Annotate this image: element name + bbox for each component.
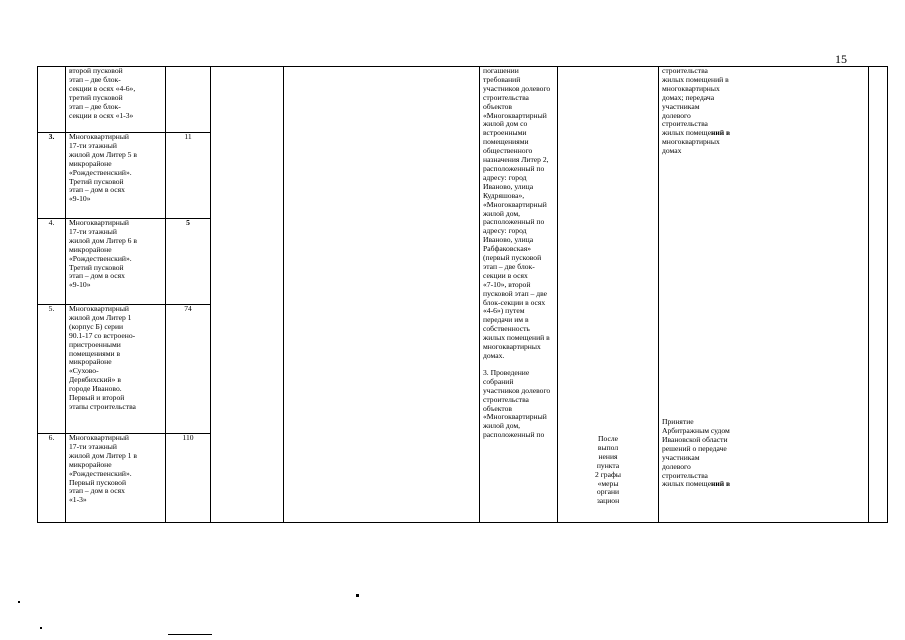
measures-text-part2: 3. Проведение собраний участников долевого строительства объектов «Многоквартирный жилой дом, расположенный по bbox=[483, 367, 551, 440]
count-cell: 5 bbox=[166, 219, 211, 305]
result-cell bbox=[659, 67, 869, 523]
page-number: 15 bbox=[835, 52, 847, 66]
term-text-part2: После выпол нения пункта 2 графы «меры органи зацион bbox=[595, 434, 621, 506]
measures-cell bbox=[480, 67, 558, 523]
object-cell: Многоквартирный жилой дом Литер 1 (корпус Б) серии 90.1-17 со встроено- пристроенными помещениями в микрорайоне «Сухово- Дерябихский» в городе Иваново. Первый и второй этапы строительства bbox=[66, 305, 166, 434]
scan-speck bbox=[356, 594, 359, 597]
count-cell: 110 bbox=[166, 434, 211, 523]
document-table bbox=[37, 66, 888, 523]
result-text-part1a: строительства жилых помещений в многоквартирных домах; передача участникам долевого строительства жилых помеще bbox=[662, 66, 729, 138]
object-cell: второй пусковой этап – две блок- секции в осях «4-6», третий пусковой этап – две блок- секции в осях «1-3» bbox=[66, 67, 166, 133]
empty-cell bbox=[869, 67, 888, 523]
row-number-cell: 3. bbox=[38, 133, 66, 219]
count-cell: 74 bbox=[166, 305, 211, 434]
result-text-part1b: ний в bbox=[711, 128, 731, 138]
row-number-cell: 5. bbox=[38, 305, 66, 434]
term-spacer bbox=[561, 67, 655, 435]
object-cell: Многоквартирный 17-ти этажный жилой дом Литер 5 в микрорайоне «Рождественский». Третий пусковой этап – дом в осях «9-10» bbox=[66, 133, 166, 219]
result-text-part2b: ний в bbox=[711, 479, 731, 489]
result-spacer bbox=[662, 156, 865, 418]
scan-speck bbox=[40, 627, 42, 629]
result-text-part1c: многоквартирных домах bbox=[662, 137, 720, 156]
measures-text-part1: погашении требований участников долевого строительства объектов «Многоквартирный жилой дом со встроенными помещениями общественного назначения Литер 2, расположенный по адресу: город Иваново, улица Кудряшова», «Многоквартирный жилой дом, расположенный по адресу: город Иваново, улица Рабфаковская» (первый пусковой этап – две блок- секции в осях «7-10», второй пусковой этап – две блок-секции в осях «4-6») путем передачи им в собственность жилых помещений в многоквартирных домах. bbox=[483, 66, 551, 360]
row-number-cell bbox=[38, 67, 66, 133]
result-text-part2a: Принятие Арбитражным судом Ивановской области решений о передаче участникам долевого строительства жилых помеще bbox=[662, 417, 730, 489]
scan-speck bbox=[18, 601, 20, 603]
empty-cell bbox=[284, 67, 480, 523]
empty-cell bbox=[211, 67, 284, 523]
table-row bbox=[38, 67, 888, 133]
object-cell: Многоквартирный 17-ти этажный жилой дом Литер 6 в микрорайоне «Рождественский». Третий пусковой этап – дом в осях «9-10» bbox=[66, 219, 166, 305]
count-cell: 11 bbox=[166, 133, 211, 219]
object-cell: Многоквартирный 17-ти этажный жилой дом Литер 1 в микрорайоне «Рождественский». Первый пусковой этап – дом в осях «1-3» bbox=[66, 434, 166, 523]
term-cell bbox=[558, 67, 659, 523]
row-number-cell: 6. bbox=[38, 434, 66, 523]
row-number-cell: 4. bbox=[38, 219, 66, 305]
scan-line bbox=[168, 634, 212, 635]
count-cell bbox=[166, 67, 211, 133]
